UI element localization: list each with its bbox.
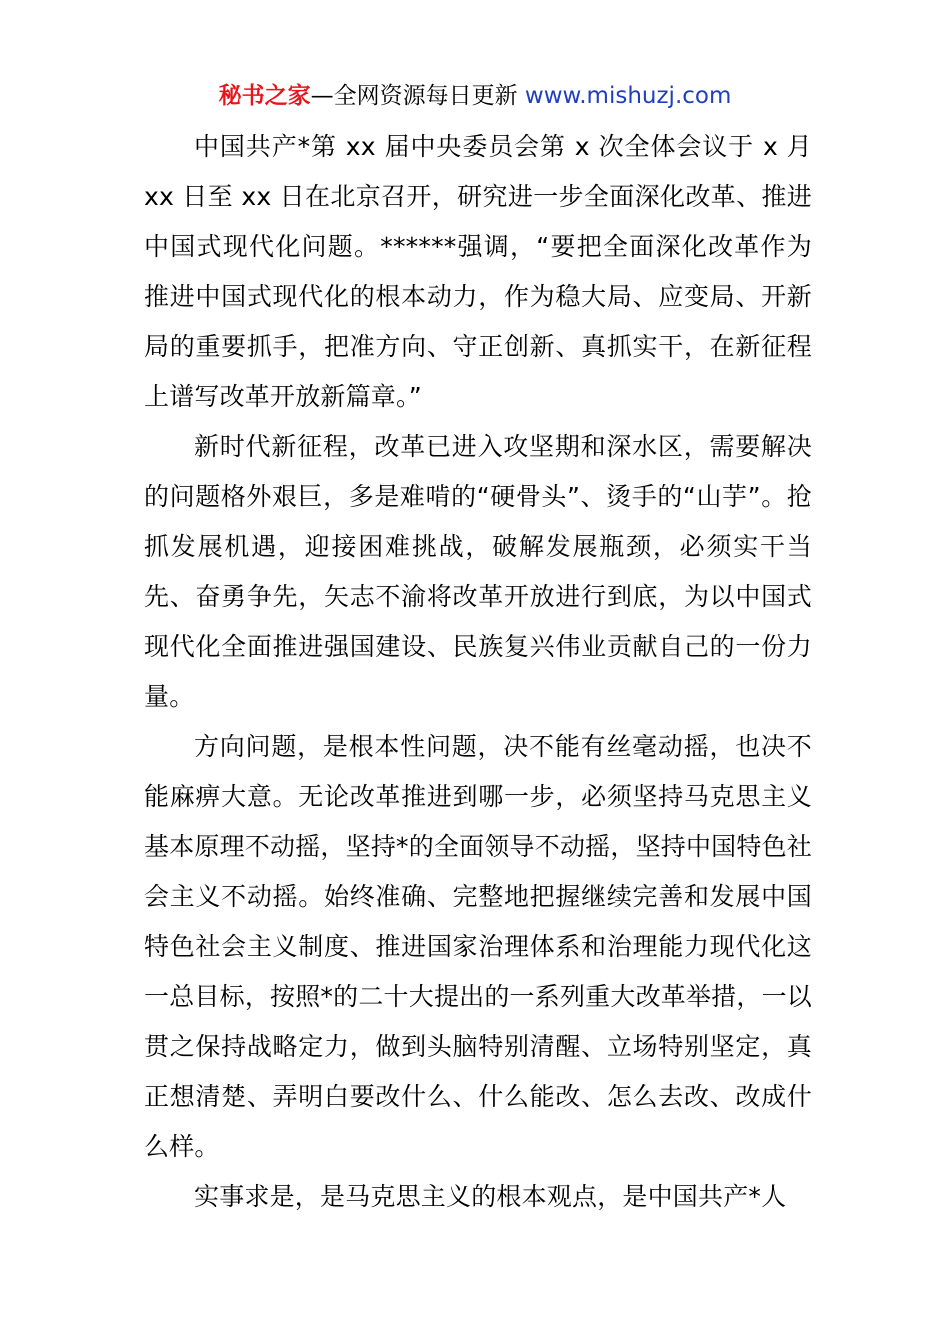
site-url-link[interactable]: www.mishuzj.com [524,83,732,109]
paragraph-3: 方向问题，是根本性问题，决不能有丝毫动摇，也决不能麻痹大意。无论改革推进到哪一步，必须坚持马克思主义基本原理不动摇，坚持*的全面领导不动摇，坚持中国特色社会主义不动摇。始终准确、完整地把握继续完善和发展中国特色社会主义制度、推进国家治理体系和治理能力现代化这一总目标，按照*的二十大提出的一系列重大改革举措，一以贯之保持战略定力，做到头脑特别清醒、立场特别坚定，真正想清楚、弄明白要改什么、什么能改、怎么去改、改成什么样。 [144,732,812,1161]
paragraph-4: 实事求是，是马克思主义的根本观点，是中国共产*人 [194,1182,787,1211]
paragraph-2: 新时代新征程，改革已进入攻坚期和深水区，需要解决的问题格外艰巨，多是难啃的“硬骨头”、烫手的“山芋”。抢抓发展机遇，迎接困难挑战，破解发展瓶颈，必须实干当先、奋勇争先，矢志不渝将改革开放进行到底，为以中国式现代化全面推进强国建设、民族复兴伟业贡献自己的一份力量。 [144,432,812,711]
site-tagline: —全网资源每日更新 [310,83,525,109]
site-brand: 秘书之家 [218,83,311,109]
paragraph-1: 中国共产*第 xx 届中央委员会第 x 次全体会议于 x 月 xx 日至 xx 日在北京召开，研究进一步全面深化改革、推进中国式现代化问题。******强调，“要把全面深化改革作为推进中国式现代化的根本动力，作为稳大局、应变局、开新局的重要抓手，把准方向、守正创新、真抓实干，在新征程上谱写改革开放新篇章。” [144,132,812,411]
site-header [0,80,950,112]
article-body [144,122,812,1222]
